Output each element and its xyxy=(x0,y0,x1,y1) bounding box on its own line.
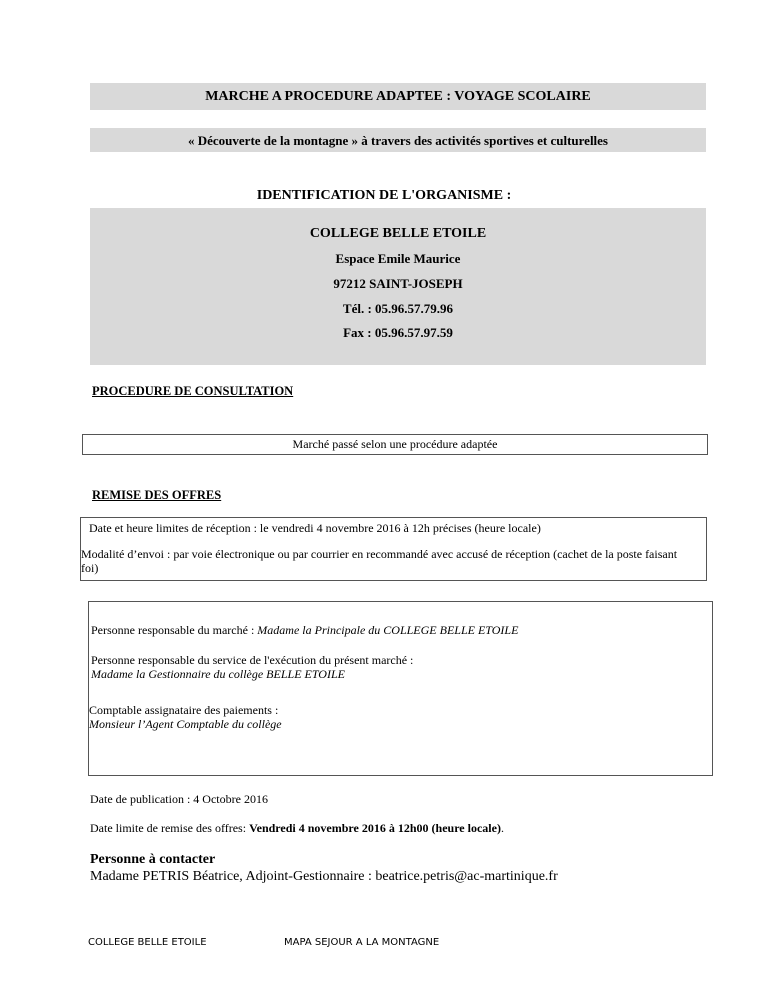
procedure-heading: PROCEDURE DE CONSULTATION xyxy=(92,384,294,398)
publication-date: Date de publication : 4 Octobre 2016 xyxy=(90,792,268,806)
document-subtitle: « Découverte de la montagne » à travers des activités sportives et culturelles xyxy=(90,128,706,152)
contact-line: Madame PETRIS Béatrice, Adjoint-Gestionnaire : beatrice.petris@ac-martinique.fr xyxy=(90,869,558,884)
limite-date-value: Vendredi 4 novembre 2016 à 12h00 (heure locale) xyxy=(249,821,501,835)
responsable-marche-value: Madame la Principale du COLLEGE BELLE ETOILE xyxy=(257,623,519,637)
responsable-service-value: Madame la Gestionnaire du collège BELLE ETOILE xyxy=(91,667,345,681)
procedure-box: Marché passé selon une procédure adaptée xyxy=(82,434,708,455)
organisme-heading: IDENTIFICATION DE L'ORGANISME : xyxy=(256,188,512,203)
footer-left: COLLEGE BELLE ETOILE xyxy=(88,937,207,948)
responsable-marche-label: Personne responsable du marché : xyxy=(91,623,258,637)
comptable-value: Monsieur l’Agent Comptable du collège xyxy=(89,717,282,731)
organisme-name: COLLEGE BELLE ETOILE xyxy=(309,226,487,241)
limite-date-label: Date limite de remise des offres: xyxy=(90,821,250,835)
remise-envoi-text: Modalité d’envoi : par voie électronique ou par courrier en recommandé avec accusé de réception (cachet de la poste faisant foi) xyxy=(81,547,678,575)
organisme-address-line1: Espace Emile Maurice xyxy=(335,251,461,266)
responsable-marche xyxy=(91,623,518,638)
comptable-label: Comptable assignataire des paiements : xyxy=(89,703,279,717)
organisme-address-line2: 97212 SAINT-JOSEPH xyxy=(333,276,463,291)
responsables-box xyxy=(88,601,713,776)
limite-date-end: . xyxy=(500,821,504,835)
organisme-block xyxy=(90,208,706,365)
footer-center: MAPA SEJOUR A LA MONTAGNE xyxy=(284,937,440,948)
responsable-service-label: Personne responsable du service de l'exécution du présent marché : xyxy=(91,653,414,667)
limite-date xyxy=(90,821,504,836)
remise-box xyxy=(80,517,707,581)
contact-heading: Personne à contacter xyxy=(90,852,216,867)
organisme-fax: Fax : 05.96.57.97.59 xyxy=(343,325,453,340)
document-title: MARCHE A PROCEDURE ADAPTEE : VOYAGE SCOLAIRE xyxy=(90,83,706,110)
remise-deadline-text: Date et heure limites de réception : le vendredi 4 novembre 2016 à 12h précises (heure locale) xyxy=(89,521,541,535)
organisme-tel: Tél. : 05.96.57.79.96 xyxy=(342,301,454,316)
remise-heading: REMISE DES OFFRES xyxy=(92,488,222,502)
